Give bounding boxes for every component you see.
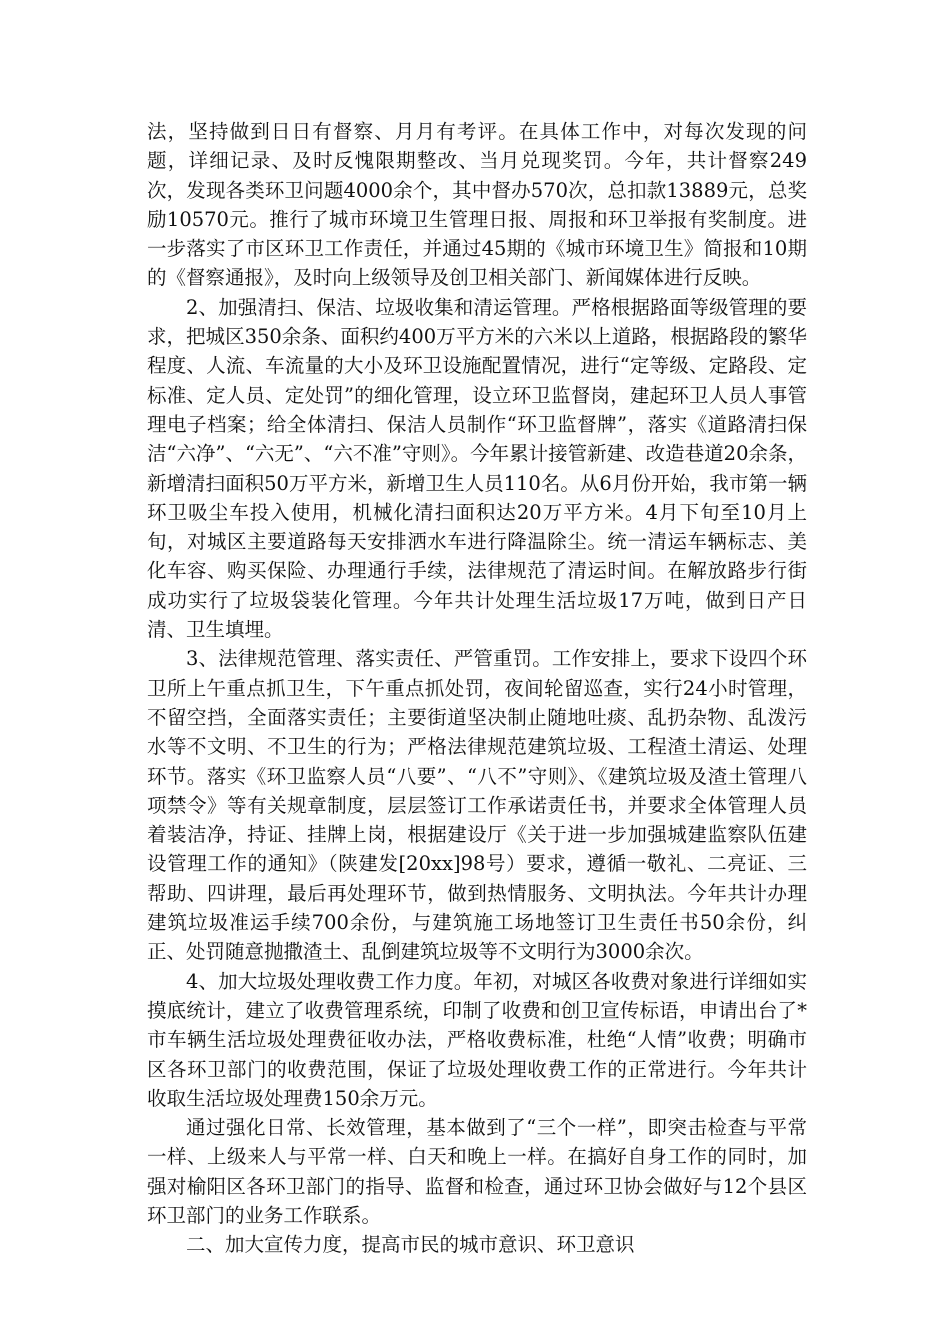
document-body — [147, 117, 807, 1260]
paragraph-law-enforcement: 3、法律规范管理、落实责任、严管重罚。工作安排上，要求下设四个环卫所上午重点抓卫生，下午重点抓处罚，夜间轮留巡查，实行24小时管理，不留空挡，全面落实责任；主要街道坚决制止随地吐痰、乱扔杂物、乱泼污水等不文明、不卫生的行为；严格法律规范建筑垃圾、工程渣土清运、处理环节。落实《环卫监察人员“八要”、“八不”守则》、《建筑垃圾及渣土管理八项禁令》等有关规章制度，层层签订工作承诺责任书，并要求全体管理人员着装洁净，持证、挂牌上岗，根据建设厅《关于进一步加强城建监察队伍建设管理工作的通知》（陕建发[20xx]98号）要求，遵循一敬礼、二亮证、三帮助、四讲理，最后再处理环节，做到热情服务、文明执法。今年共计办理建筑垃圾准运手续700余份，与建筑施工场地签订卫生责任书50余份，纠正、处罚随意抛撒渣土、乱倒建筑垃圾等不文明行为3000余次。 — [147, 647, 807, 964]
paragraph-garbage-fees: 4、加大垃圾处理收费工作力度。年初，对城区各收费对象进行详细如实摸底统计，建立了收费管理系统，印制了收费和创卫宣传标语，申请出台了*市车辆生活垃圾处理费征收办法，严格收费标准，杜绝“人情”收费；明确市区各环卫部门的收费范围，保证了垃圾处理收费工作的正常进行。今年共计收取生活垃圾处理费150余万元。 — [147, 969, 807, 1110]
section-heading-publicity: 二、加大宣传力度，提高市民的城市意识、环卫意识 — [186, 1233, 635, 1257]
paragraph-three-same: 通过强化日常、长效管理，基本做到了“三个一样”，即突击检查与平常一样、上级来人与平常一样、白天和晚上一样。在搞好自身工作的同时，加强对榆阳区各环卫部门的指导、监督和检查，通过环卫协会做好与12个县区环卫部门的业务工作联系。 — [147, 1116, 807, 1227]
paragraph-supervision-continued: 法，坚持做到日日有督察、月月有考评。在具体工作中，对每次发现的问题，详细记录、及时反愧限期整改、当月兑现奖罚。今年，共计督察249次，发现各类环卫问题4000余个，其中督办570次，总扣款13889元，总奖励10570元。推行了城市环境卫生管理日报、周报和环卫举报有奖制度。进一步落实了市区环卫工作责任，并通过45期的《城市环境卫生》简报和10期的《督察通报》，及时向上级领导及创卫相关部门、新闻媒体进行反映。 — [147, 120, 807, 290]
paragraph-cleaning-management: 2、加强清扫、保洁、垃圾收集和清运管理。严格根据路面等级管理的要求，把城区350余条、面积约400万平方米的六米以上道路，根据路段的繁华程度、人流、车流量的大小及环卫设施配置情况，进行“定等级、定路段、定标准、定人员、定处罚”的细化管理，设立环卫监督岗，建起环卫人员人事管理电子档案；给全体清扫、保洁人员制作“环卫监督牌”，落实《道路清扫保洁“六净”、“六无”、“六不准”守则》。今年累计接管新建、改造巷道20余条，新增清扫面积50万平方米，新增卫生人员110名。从6月份开始，我市第一辆环卫吸尘车投入使用，机械化清扫面积达20万平方米。4月下旬至10月上旬，对城区主要道路每天安排洒水车进行降温除尘。统一清运车辆标志、美化车容、购买保险、办理通行手续，法律规范了清运时间。在解放路步行街成功实行了垃圾袋装化管理。今年共计处理生活垃圾17万吨，做到日产日清、卫生填埋。 — [147, 295, 807, 642]
